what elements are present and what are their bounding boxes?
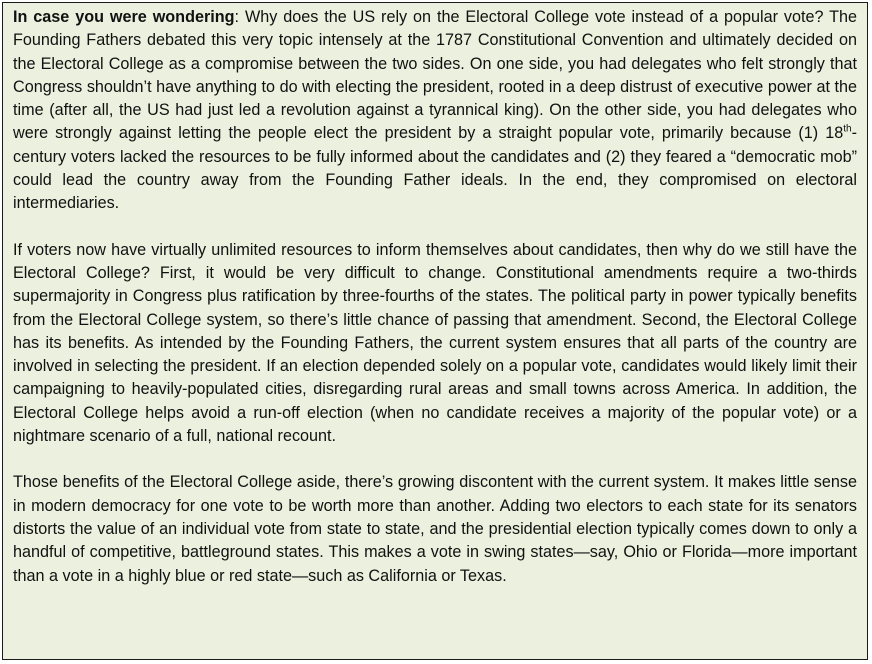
paragraph-why-still: If voters now have virtually unlimited resources to inform themselves about candidates, then why do we still have the Electoral College? First, it would be very difficult to change. Constitutional amendments require a two-thirds supermajority in Congress plus ratification by three-fourths of the states. The political party in power typically benefits from the Electoral College system, so there’s little chance of passing that amendment. Second, the Electoral College has its benefits. As intended by the Founding Fathers, the current system ensures that all parts of the country are involved in selecting the president. If an election depended solely on a popular vote, candidates would likely limit their campaigning to heavily-populated cities, disregarding rural areas and small towns across America. In addition, the Electoral College helps avoid a run-off election (when no candidate receives a majority of the popular vote) or a nightmare scenario of a full, national recount. (13, 240, 857, 446)
paragraph-discontent: Those benefits of the Electoral College aside, there’s growing discontent with the current system. It makes little sense in modern democracy for one vote to be worth more than another. Adding two electors to each state for its senators distorts the value of an individual vote from state to state, and the presidential election typically comes down to only a handful of competitive, battleground states. This makes a vote in swing states—say, Ohio or Florida—more important than a vote in a highly blue or red state—such as California or Texas. (13, 473, 857, 585)
paragraph-origins-text-continued: -century voters lacked the resources to be fully informed about the candidates and (2) they feared a “democratic mob” could lead the country away from the Founding Father ideals. In the end, they compromised on electoral intermediaries. (13, 124, 857, 213)
paragraph-origins-text: : Why does the US rely on the Electoral College vote instead of a popular vote? The Founding Fathers debated this very topic intensely at the 1787 Constitutional Convention and ultimately decided on the Electoral College as a compromise between the two sides. On one side, you had delegates who felt strongly that Congress shouldn’t have anything to do with electing the president, rooted in a deep distrust of executive power at the time (after all, the US had just led a revolution against a tyrannical king). On the other side, you had delegates who were strongly against letting the people elect the president by a straight popular vote, primarily because (1) 18 (13, 8, 857, 143)
callout-box (2, 2, 868, 660)
ordinal-superscript: th (843, 124, 852, 136)
callout-lead: In case you were wondering (13, 8, 235, 26)
paragraph-origins (13, 6, 857, 216)
